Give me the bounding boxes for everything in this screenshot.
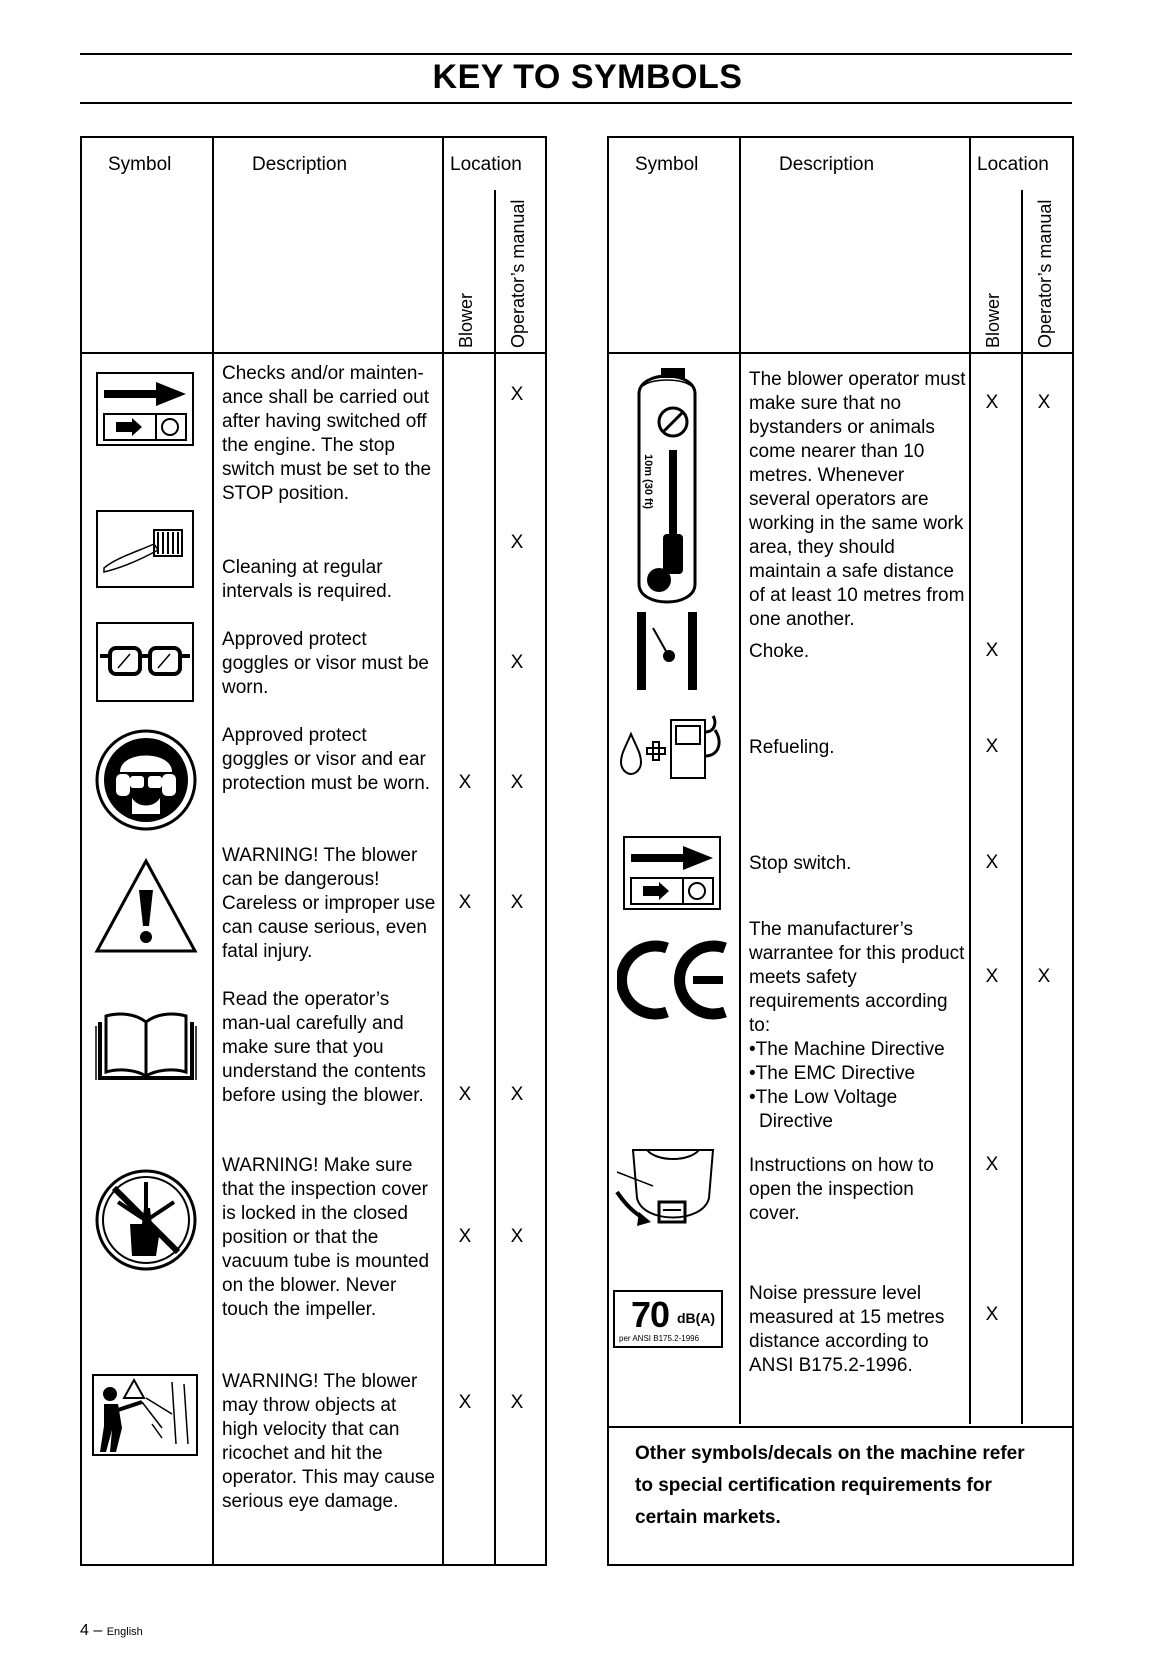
right-row-7-text: Noise pressure level measured at 15 metres distance according to ANSI B175.2-1996. — [749, 1283, 945, 1376]
footer-language: English — [106, 1626, 143, 1638]
goggles-icon — [96, 622, 194, 702]
thrown-objects-icon — [92, 1374, 198, 1456]
stop-switch-icon — [623, 834, 721, 912]
distance-label: 10m (30 ft) — [642, 454, 654, 510]
no-hand-impeller-icon — [94, 1168, 198, 1272]
location-header: Location — [450, 154, 522, 175]
blower-header: Blower — [983, 292, 1003, 348]
right-row-5-text: The manufacturer’s warrantee for this product meets safety requirements according to: — [749, 919, 965, 1036]
left-row-2-text: Cleaning at regular intervals is required. — [222, 557, 393, 602]
open-book-icon — [94, 1008, 198, 1082]
left-row-2-manual: X — [510, 532, 524, 553]
noise-value: 70 — [631, 1294, 670, 1335]
manual-header: Operator’s manual — [1035, 199, 1055, 348]
left-row-3-text: Approved protect goggles or visor must be worn. — [222, 629, 429, 698]
stop-switch-icon — [96, 372, 194, 446]
right-row-1-blower: X — [985, 392, 999, 413]
right-row-1-manual: X — [1037, 392, 1051, 413]
left-row-8-text: WARNING! The blower may throw objects at high velocity that can ricochet and hit the operator. This may cause serious eye damage. — [222, 1371, 435, 1512]
blower-header: Blower — [456, 292, 476, 348]
location-header: Location — [977, 154, 1049, 175]
brush-icon — [96, 510, 194, 588]
ce-directive-3-cont: Directive — [759, 1111, 833, 1132]
right-row-2-text: Choke. — [749, 641, 810, 662]
right-row-3-blower: X — [985, 736, 999, 757]
certification-note: Other symbols/decals on the machine refer to special certification requirements for certain markets. — [635, 1443, 1025, 1528]
right-row-6-text: Instructions on how to open the inspection cover. — [749, 1155, 934, 1224]
left-row-6-text: Read the operator’s man-ual carefully and make sure that you understand the contents before using the blower. — [222, 989, 426, 1106]
left-row-1-manual: X — [510, 384, 524, 405]
noise-label-icon — [613, 1290, 723, 1348]
right-row-4-blower: X — [985, 852, 999, 873]
left-row-5-text: WARNING! The blower can be dangerous! Careless or improper use can cause serious, even fatal injury. — [222, 845, 436, 962]
right-row-4-text: Stop switch. — [749, 853, 852, 874]
left-row-4-manual: X — [510, 772, 524, 793]
right-row-5-blower: X — [985, 966, 999, 987]
left-symbol-table — [80, 136, 547, 1566]
page-title: KEY TO SYMBOLS — [432, 58, 743, 96]
inspection-cover-icon — [613, 1142, 733, 1240]
choke-icon — [635, 610, 699, 692]
top-rule — [80, 53, 1072, 55]
title-underline — [80, 102, 1072, 104]
ce-directive-2: •The EMC Directive — [749, 1063, 916, 1084]
symbol-header: Symbol — [635, 154, 699, 175]
right-row-3-text: Refueling. — [749, 737, 835, 758]
right-row-6-blower: X — [985, 1154, 999, 1175]
right-row-5-manual: X — [1037, 966, 1051, 987]
description-header: Description — [252, 154, 348, 175]
manual-header: Operator’s manual — [508, 199, 528, 348]
left-row-6-manual: X — [510, 1084, 524, 1105]
left-row-7-manual: X — [510, 1226, 524, 1247]
left-row-6-blower: X — [458, 1084, 472, 1105]
left-row-7-text: WARNING! Make sure that the inspection cover is locked in the closed position or that the vacuum tube is mounted on the blower. Never touch the impeller. — [222, 1155, 430, 1320]
ce-mark-icon — [617, 938, 731, 1022]
symbol-header: Symbol — [108, 154, 172, 175]
left-row-5-manual: X — [510, 892, 524, 913]
left-row-8-manual: X — [510, 1392, 524, 1413]
page-footer: 4 – English — [80, 1622, 143, 1639]
right-row-7-blower: X — [985, 1304, 999, 1325]
noise-unit: dB(A) — [677, 1310, 716, 1326]
left-row-1-text: Checks and/or mainten-ance shall be carried out after having switched off the engine. The stop switch must be set to the STOP position. — [222, 363, 432, 504]
safe-distance-icon — [631, 364, 703, 614]
right-row-1-text: The blower operator must make sure that no bystanders or animals come nearer than 10 metres. Whenever several operators are working in the same work area, they should maintain a safe distance of at least 10 metres from one another. — [749, 369, 966, 630]
noise-standard: per ANSI B175.2-1996 — [619, 1334, 700, 1343]
page-number: 4 — [80, 1622, 89, 1639]
right-symbol-table — [607, 136, 1074, 1566]
left-row-7-blower: X — [458, 1226, 472, 1247]
left-row-4-blower: X — [458, 772, 472, 793]
left-row-3-manual: X — [510, 652, 524, 673]
left-row-8-blower: X — [458, 1392, 472, 1413]
description-header: Description — [779, 154, 875, 175]
ce-directive-1: •The Machine Directive — [749, 1039, 945, 1060]
ce-directive-3: •The Low Voltage — [749, 1087, 898, 1108]
head-protection-icon — [94, 728, 198, 832]
left-row-5-blower: X — [458, 892, 472, 913]
refueling-icon — [619, 712, 727, 780]
right-row-2-blower: X — [985, 640, 999, 661]
left-row-4-text: Approved protect goggles or visor and ear protection must be worn. — [222, 725, 431, 794]
warning-triangle-icon — [94, 858, 198, 954]
